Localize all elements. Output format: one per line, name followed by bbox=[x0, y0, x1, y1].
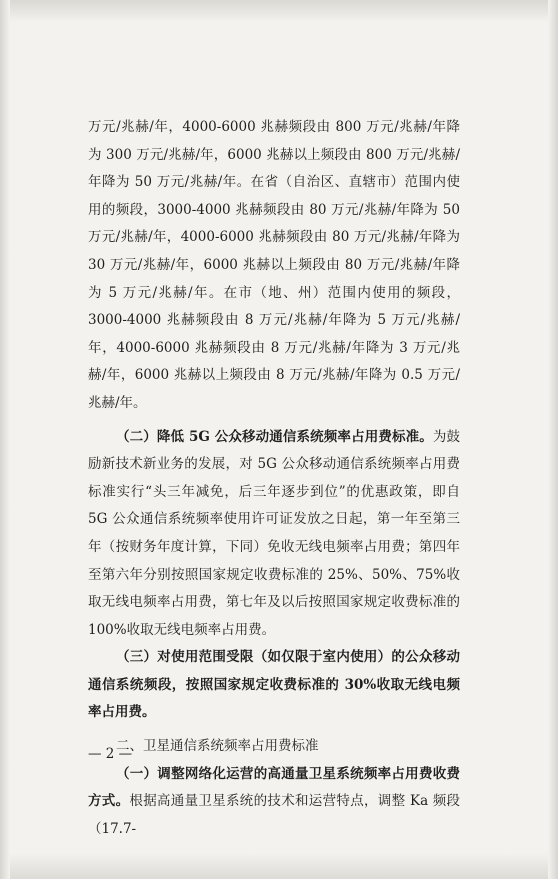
document-body bbox=[88, 114, 460, 843]
paragraph-frequency-fees: 万元/兆赫/年，4000-6000 兆赫频段由 800 万元/兆赫/年降为 300 万元/兆赫/年，6000 兆赫以上频段由 800 万元/兆赫/年降为 50 万元/兆赫/年。在省（自治区、直辖市）范围内使用的频段，3000-4000 兆赫频段由 80 万元/兆赫/年降为 50 万元/兆赫/年，4000-6000 兆赫频段由 80 万元/兆赫/年降为 30 万元/兆赫/年，6000 兆赫以上频段由 80 万元/兆赫/年降为 5 万元/兆赫/年。在市（地、州）范围内使用的频段，3000-4000 兆赫频段由 8 万元/兆赫/年降为 5 万元/兆赫/年，4000-6000 兆赫频段由 8 万元/兆赫/年降为 3 万元/兆赫/年，6000 兆赫以上频段由 8 万元/兆赫/年降为 0.5 万元/兆赫/年。 bbox=[88, 119, 460, 411]
paragraph-satellite-fee-method-lead: （一）调整网络化运营的高通量卫星系统频率占用费收费方式。 bbox=[88, 765, 460, 810]
scan-edge-bottom bbox=[0, 853, 558, 879]
paragraph-5g-fee-reduction bbox=[88, 424, 460, 645]
page-number: — 2 — bbox=[88, 746, 133, 762]
paragraph-satellite-fee-method-body: 根据高通量卫星系统的技术和运营特点，调整 Ka 频段（17.7- bbox=[88, 793, 461, 837]
scan-edge-left bbox=[0, 0, 10, 879]
paragraph-5g-fee-reduction-body: 为鼓励新技术新业务的发展，对 5G 公众移动通信系统频率占用费标准实行“头三年减免，后三年逐步到位”的优惠政策，即自 5G 公众通信系统频率使用许可证发放之日起，第一年至第三年（按财务年度计算，下同）免收无线电频率占用费；第四年至第六年分别按照国家规定收费标准的 25%、50%、75%收取无线电频率占用费，第七年及以后按照国家规定收费标准的 100%收取无线电频率占用费。 bbox=[88, 428, 461, 638]
section-heading-satellite: 二、卫星通信系统频率占用费标准 bbox=[116, 738, 319, 755]
paragraph-restricted-use: （三）对使用范围受限（如仅限于室内使用）的公众移动通信系统频段，按照国家规定收费标准的 30%收取无线电频率占用费。 bbox=[88, 649, 460, 721]
scan-edge-right bbox=[548, 0, 558, 879]
paragraph-satellite-fee-method bbox=[88, 761, 460, 844]
paragraph-5g-fee-reduction-lead: （二）降低 5G 公众移动通信系统频率占用费标准。 bbox=[116, 428, 433, 445]
scan-edge-top bbox=[0, 0, 558, 22]
